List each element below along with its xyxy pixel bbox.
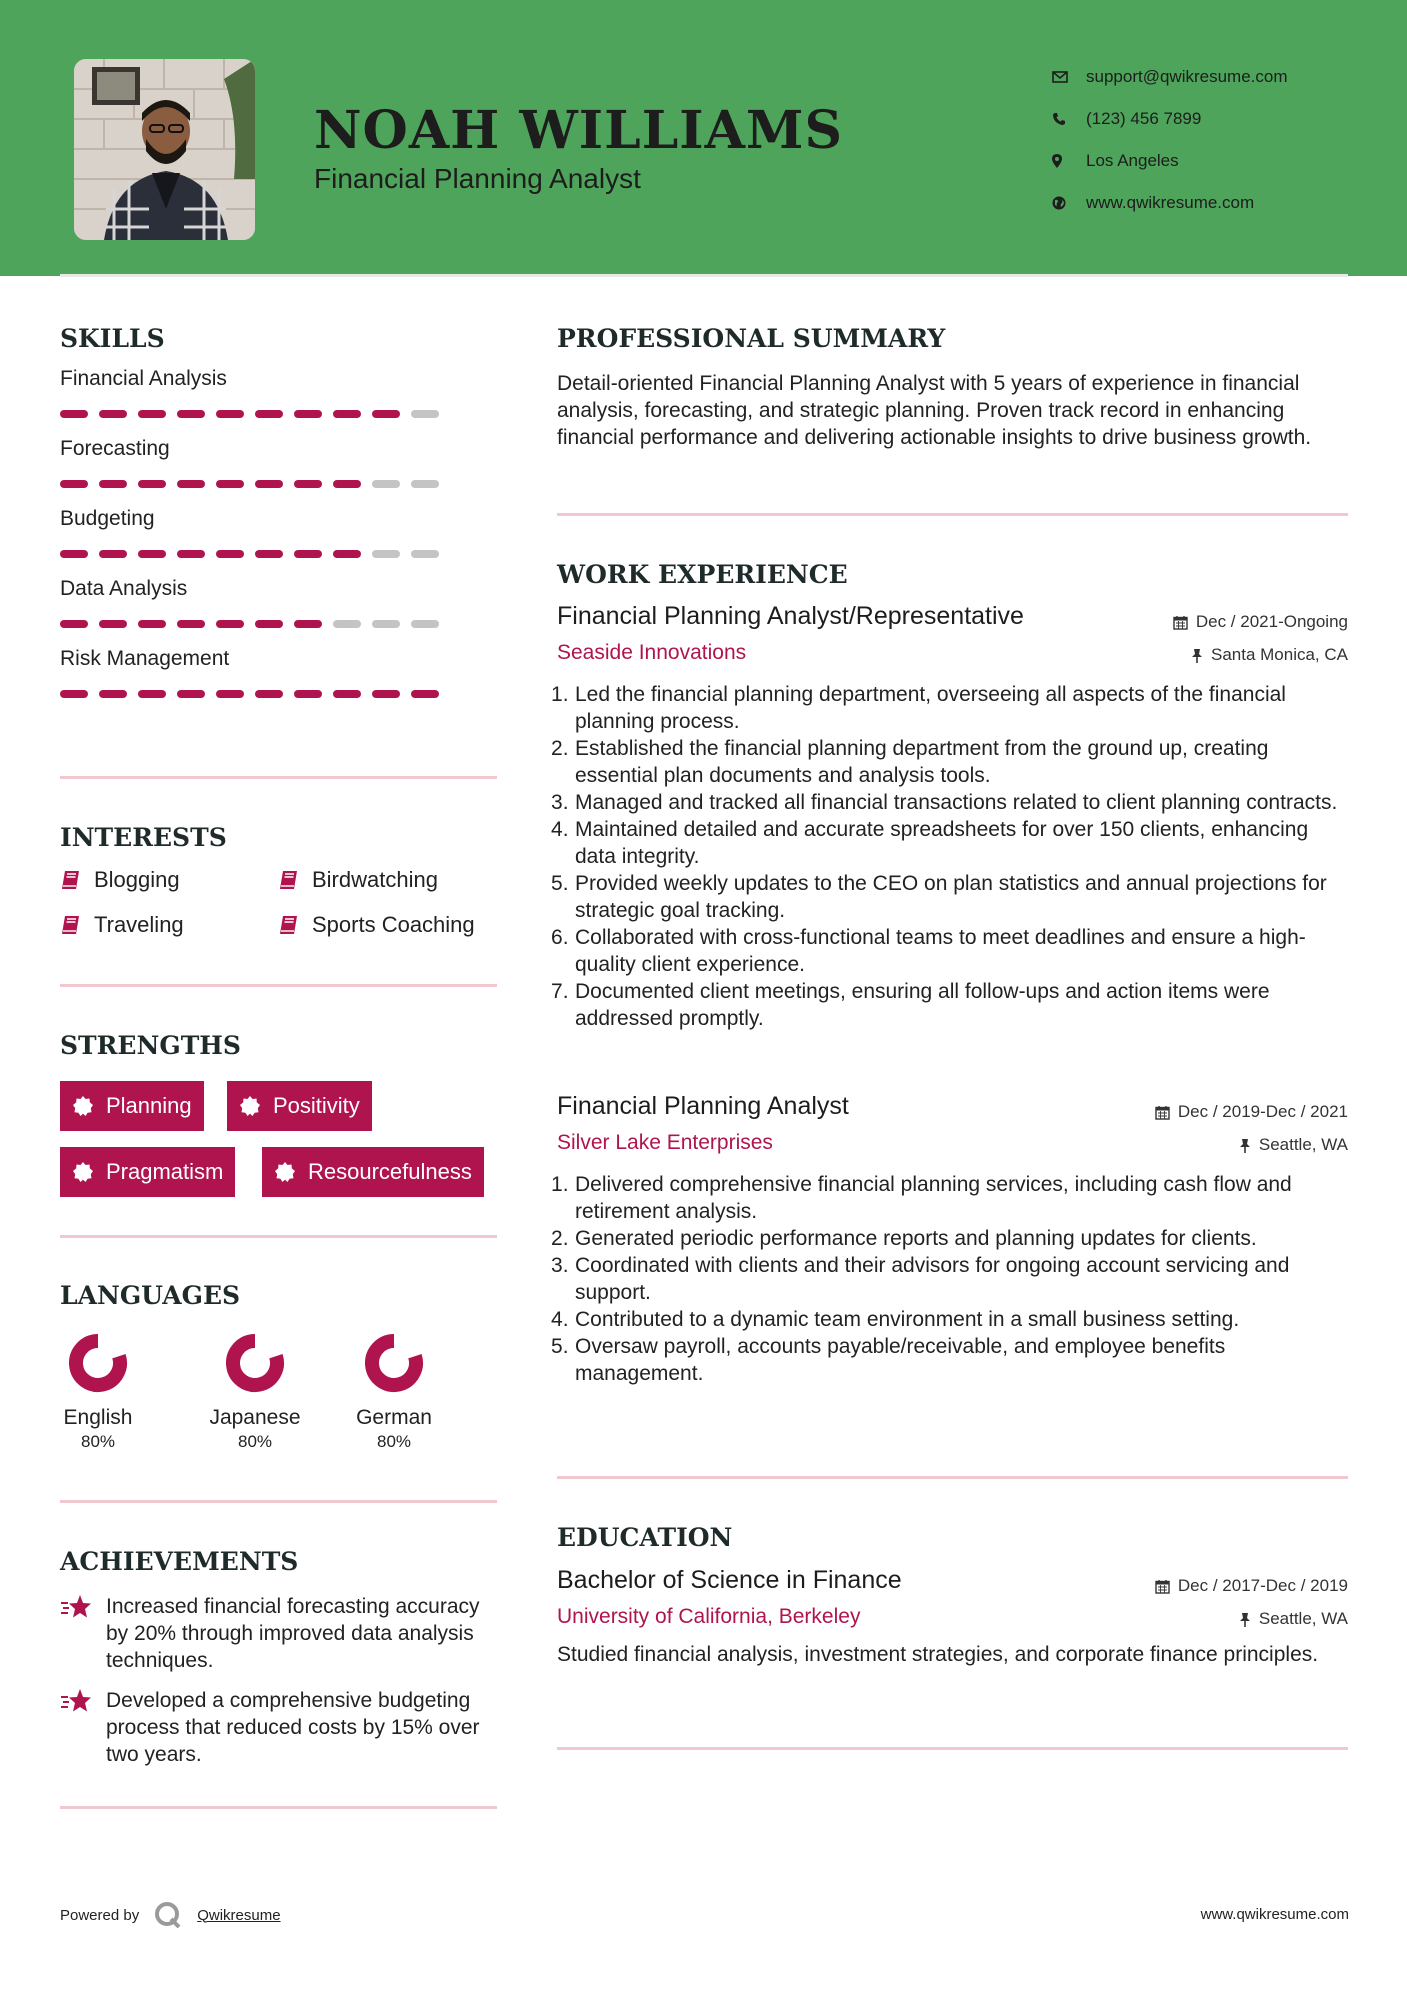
interest-item: Sports Coaching	[278, 912, 475, 938]
star-icon	[60, 1688, 92, 1714]
skill-meter	[60, 480, 497, 488]
education-heading: EDUCATION	[557, 1523, 733, 1552]
strength-chip: Planning	[60, 1081, 204, 1131]
language-item	[195, 1331, 315, 1452]
skill-label: Data Analysis	[60, 577, 188, 600]
calendar-icon	[1155, 1579, 1170, 1594]
strength-chip: Resourcefulness	[262, 1147, 484, 1197]
globe-icon	[1052, 196, 1086, 210]
skill-dash-filled	[216, 620, 244, 628]
education-dates: Dec / 2017-Dec / 2019	[1155, 1576, 1348, 1596]
badge-icon	[72, 1161, 94, 1183]
strength-chip: Pragmatism	[60, 1147, 235, 1197]
footer-website[interactable]: www.qwikresume.com	[1200, 1906, 1349, 1923]
skill-dash-filled	[411, 690, 439, 698]
skill-dash-filled	[60, 690, 88, 698]
skill-dash-filled	[216, 690, 244, 698]
section-divider	[60, 1500, 497, 1503]
language-percent: 80%	[237, 1432, 273, 1451]
achievement-item: Developed a comprehensive budgeting process that reduced costs by 15% over two years.	[60, 1687, 497, 1768]
job-company: Silver Lake Enterprises	[557, 1131, 773, 1154]
job-role: Financial Planning Analyst/Representative	[557, 602, 1024, 630]
phone-icon	[1052, 112, 1086, 126]
skill-dash-filled	[177, 410, 205, 418]
achievements-heading: ACHIEVEMENTS	[60, 1547, 299, 1576]
job-bullet: Established the financial planning department from the ground up, creating essential plan documents and analysis tools.	[575, 737, 1269, 787]
badge-icon	[239, 1095, 261, 1117]
contact-list	[1052, 56, 1288, 224]
profile-photo	[74, 59, 255, 240]
summary-section	[557, 324, 1348, 451]
section-divider	[60, 1235, 497, 1238]
skill-dash-filled	[255, 480, 283, 488]
skill-label: Risk Management	[60, 647, 230, 670]
skill-dash-filled	[138, 690, 166, 698]
section-divider	[557, 513, 1348, 516]
map-pin-icon	[1052, 154, 1086, 168]
language-percent: 80%	[80, 1432, 116, 1451]
job-dates: Dec / 2019-Dec / 2021	[1155, 1102, 1348, 1122]
skill-dash-filled	[99, 620, 127, 628]
job-bullet: Generated periodic performance reports and planning updates for clients.	[575, 1227, 1257, 1250]
skill-dash-filled	[333, 690, 361, 698]
skill-dash-filled	[372, 410, 400, 418]
education-school: University of California, Berkeley	[557, 1605, 861, 1628]
section-divider	[60, 1806, 497, 1809]
skill-dash-filled	[177, 480, 205, 488]
section-divider	[60, 776, 497, 779]
book-icon	[60, 869, 82, 891]
book-icon	[60, 914, 82, 936]
skill-dash-filled	[255, 620, 283, 628]
skill-dash-filled	[294, 550, 322, 558]
qwikresume-logo-icon	[153, 1900, 183, 1930]
job-entry	[557, 1092, 1348, 1387]
header-divider	[60, 274, 1348, 277]
skill-dash-filled	[333, 410, 361, 418]
section-divider	[557, 1747, 1348, 1750]
badge-icon	[72, 1095, 94, 1117]
job-bullet: Contributed to a dynamic team environment in a small business setting.	[575, 1308, 1240, 1331]
job-bullet: Oversaw payroll, accounts payable/receivable, and employee benefits management.	[575, 1335, 1226, 1385]
language-name: German	[356, 1406, 432, 1429]
job-location: Seattle, WA	[1239, 1135, 1348, 1155]
language-percent: 80%	[376, 1432, 412, 1451]
envelope-icon	[1052, 71, 1086, 83]
skill-dash-empty	[411, 410, 439, 418]
skill-dash-filled	[372, 690, 400, 698]
skill-dash-filled	[294, 690, 322, 698]
job-bullet: Maintained detailed and accurate spreadsheets for over 150 clients, enhancing data integrity.	[575, 818, 1309, 868]
skill-meter	[60, 620, 497, 628]
section-divider	[60, 984, 497, 987]
job-bullet: Provided weekly updates to the CEO on plan statistics and annual projections for strategic goal tracking.	[575, 872, 1327, 922]
language-gauge	[362, 1331, 426, 1395]
language-item	[334, 1331, 454, 1452]
skill-dash-filled	[60, 620, 88, 628]
contact-phone[interactable]: (123) 456 7899	[1052, 98, 1288, 140]
skill-dash-empty	[411, 550, 439, 558]
interest-item: Traveling	[60, 912, 184, 938]
strengths-heading: STRENGTHS	[60, 1031, 241, 1060]
skill-dash-filled	[99, 480, 127, 488]
language-gauge	[223, 1331, 287, 1395]
education-description: Studied financial analysis, investment strategies, and corporate finance principles.	[557, 1643, 1319, 1666]
skill-dash-filled	[99, 550, 127, 558]
language-name: English	[63, 1406, 133, 1429]
job-location: Santa Monica, CA	[1191, 645, 1348, 665]
skill-dash-filled	[60, 410, 88, 418]
skill-dash-filled	[255, 550, 283, 558]
skill-dash-empty	[372, 480, 400, 488]
candidate-title: Financial Planning Analyst	[314, 163, 641, 194]
skill-dash-filled	[216, 550, 244, 558]
skill-dash-filled	[138, 480, 166, 488]
skill-label: Forecasting	[60, 437, 170, 460]
skill-dash-filled	[333, 480, 361, 488]
calendar-icon	[1155, 1105, 1170, 1120]
summary-heading: PROFESSIONAL SUMMARY	[557, 324, 946, 353]
star-icon	[60, 1594, 92, 1620]
calendar-icon	[1173, 615, 1188, 630]
language-gauge-arc	[233, 1341, 277, 1385]
job-bullet: Led the financial planning department, overseeing all aspects of the financial planning process.	[575, 683, 1286, 733]
skill-dash-filled	[138, 550, 166, 558]
achievement-item: Increased financial forecasting accuracy by 20% through improved data analysis techniques.	[60, 1593, 497, 1674]
education-location: Seattle, WA	[1239, 1609, 1348, 1629]
job-role: Financial Planning Analyst	[557, 1092, 849, 1120]
skill-dash-filled	[60, 550, 88, 558]
language-gauge-arc	[76, 1341, 120, 1385]
skill-dash-filled	[294, 620, 322, 628]
skill-dash-filled	[138, 620, 166, 628]
job-bullet: Collaborated with cross-functional teams to meet deadlines and ensure a high-quality client experience.	[575, 926, 1306, 976]
education-entry	[557, 1566, 1348, 1668]
book-icon	[278, 914, 300, 936]
skill-dash-empty	[411, 480, 439, 488]
job-dates: Dec / 2021-Ongoing	[1173, 612, 1348, 632]
book-icon	[278, 869, 300, 891]
job-bullets	[557, 1171, 1348, 1387]
skills-section	[60, 324, 497, 717]
skill-dash-filled	[255, 410, 283, 418]
job-entry	[557, 602, 1348, 1032]
skill-label: Budgeting	[60, 507, 155, 530]
language-gauge	[66, 1331, 130, 1395]
section-divider	[557, 1476, 1348, 1479]
job-bullet: Documented client meetings, ensuring all follow-ups and action items were addressed promptly.	[575, 980, 1270, 1030]
contact-location: Los Angeles	[1052, 140, 1288, 182]
qwikresume-link[interactable]: Qwikresume	[197, 1906, 281, 1924]
contact-website[interactable]: www.qwikresume.com	[1052, 182, 1288, 224]
skill-dash-filled	[60, 480, 88, 488]
header-banner	[0, 0, 1407, 276]
skill-dash-filled	[177, 690, 205, 698]
skill-dash-filled	[99, 690, 127, 698]
skill-dash-filled	[255, 690, 283, 698]
summary-text: Detail-oriented Financial Planning Analyst with 5 years of experience in financial analysis, forecasting, and strategic planning. Proven track record in enhancing financial performance and delivering actionable insights to drive business growth.	[557, 372, 1312, 449]
language-gauge-arc	[372, 1341, 416, 1385]
skill-dash-filled	[216, 410, 244, 418]
language-item	[38, 1331, 158, 1452]
skill-meter	[60, 410, 497, 418]
pin-icon	[1239, 1612, 1251, 1627]
skills-heading: SKILLS	[60, 324, 165, 353]
job-bullet: Delivered comprehensive financial planning services, including cash flow and retirement analysis.	[575, 1173, 1292, 1223]
interest-item: Birdwatching	[278, 867, 438, 893]
skill-dash-empty	[411, 620, 439, 628]
candidate-name: NOAH WILLIAMS	[314, 100, 844, 161]
interests-heading: INTERESTS	[60, 823, 227, 852]
skill-dash-filled	[216, 480, 244, 488]
badge-icon	[274, 1161, 296, 1183]
skill-dash-filled	[177, 550, 205, 558]
skill-dash-filled	[294, 410, 322, 418]
skill-label: Financial Analysis	[60, 367, 227, 390]
skill-meter	[60, 690, 497, 698]
skill-dash-empty	[372, 620, 400, 628]
interest-item: Blogging	[60, 867, 180, 893]
skill-dash-filled	[99, 410, 127, 418]
pin-icon	[1239, 1138, 1251, 1153]
experience-heading: WORK EXPERIENCE	[557, 560, 848, 589]
skill-dash-empty	[333, 620, 361, 628]
skill-dash-empty	[372, 550, 400, 558]
job-company: Seaside Innovations	[557, 641, 747, 664]
job-bullets	[557, 681, 1348, 1032]
job-bullet: Coordinated with clients and their advisors for ongoing account servicing and support.	[575, 1254, 1290, 1304]
language-name: Japanese	[209, 1406, 301, 1429]
footer-powered-by: Powered by Qwikresume	[60, 1900, 281, 1930]
skill-meter	[60, 550, 497, 558]
strength-chip: Positivity	[227, 1081, 372, 1131]
skill-dash-filled	[138, 410, 166, 418]
contact-email[interactable]: support@qwikresume.com	[1052, 56, 1288, 98]
pin-icon	[1191, 648, 1203, 663]
skill-dash-filled	[177, 620, 205, 628]
skill-dash-filled	[294, 480, 322, 488]
languages-heading: LANGUAGES	[60, 1281, 241, 1310]
skill-dash-filled	[333, 550, 361, 558]
job-bullet: Managed and tracked all financial transactions related to client planning contracts.	[575, 791, 1338, 814]
education-degree: Bachelor of Science in Finance	[557, 1566, 902, 1594]
